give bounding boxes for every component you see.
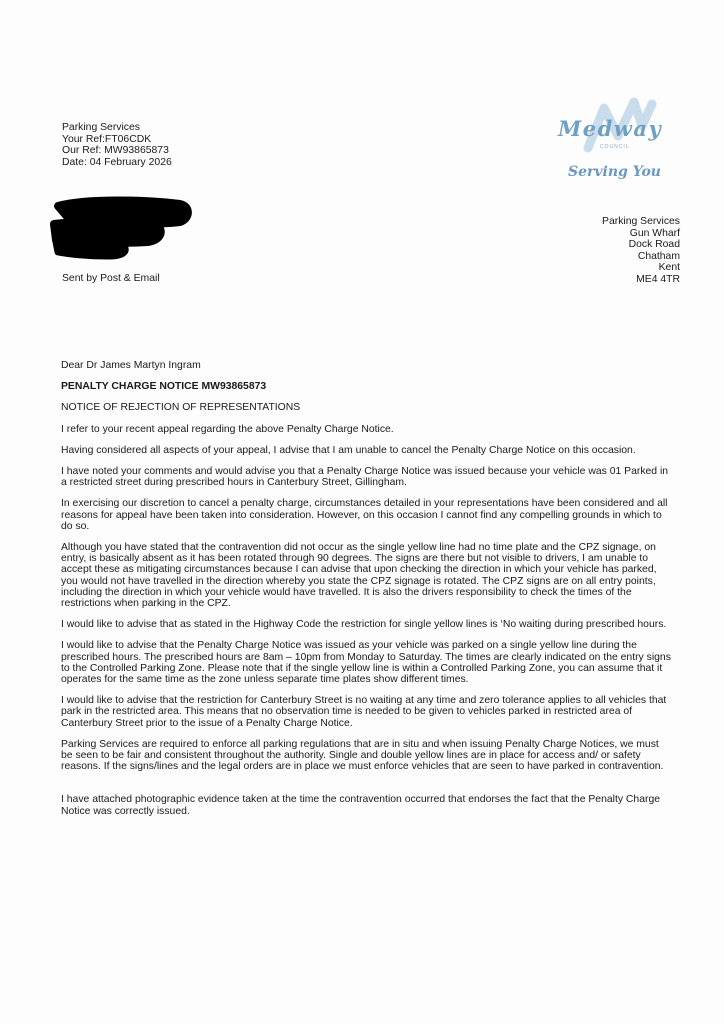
body-paragraph: I would like to advise that as stated in the Highway Code the restriction for single yellow lines is ‘No waiting during prescribed hours. [61,619,667,631]
notice-title: NOTICE OF REJECTION OF REPRESENTATIONS [61,402,301,414]
salutation: Dear Dr James Martyn Ingram [61,360,201,371]
body-paragraph: I refer to your recent appeal regarding the above Penalty Charge Notice. [61,423,394,435]
delivery-method: Sent by Post & Email [62,273,160,284]
our-reference: Our Ref: MW93865873 [62,145,169,157]
logo-name: Medway [558,116,663,141]
address-line: Parking Services [602,216,680,227]
letter-body [61,360,673,827]
redaction-mark [48,196,194,262]
address-line: Dock Road [628,239,680,251]
body-paragraph: In exercising our discretion to cancel a penalty charge, circumstances detailed in your representations have been considered and all reasons for appeal have been taken into consideration. However, on this occasion I cannot find any compelling grounds in which to do so. [61,498,668,532]
body-paragraph: I have noted your comments and would advise you that a Penalty Charge Notice was issued because your vehicle was 01 Parked in a restricted street during prescribed hours in Canterbury Street, Gillingham. [61,466,669,489]
address-line: ME4 4TR [636,273,680,285]
body-paragraph: Having considered all aspects of your appeal, I advise that I am unable to cancel the Penalty Charge Notice on this occasion. [61,444,636,456]
address-line: Chatham [637,250,680,262]
council-address [602,216,680,286]
your-reference: Your Ref:FT06CDK [62,133,152,145]
body-paragraph: I have attached photographic evidence taken at the time the contravention occurred that endorses the fact that the Penalty Charge Notice was correctly issued. [61,794,660,817]
department-name: Parking Services [62,122,140,133]
letter-date: Date: 04 February 2026 [62,156,172,168]
pcn-heading: PENALTY CHARGE NOTICE MW93865873 [61,381,267,393]
address-line: Gun Wharf [629,227,680,239]
body-paragraph: Although you have stated that the contravention did not occur as the single yellow line had no time plate and the CPZ signage, on entry, is basically absent as it has been rotated through 90 degrees. The signs are there but not visible to drivers, I am unable to accept these as mitigating circumstances because I can advise that upon checking the direction in which your vehicle has parked, you would not have travelled in the direction whereby you state the CPZ signage is rotated. The CPZ signs are on all entry points, including the direction in which your vehicle would have travelled. It is also the drivers responsibility to check the times of the restrictions when parking in the CPZ. [61,542,657,610]
reference-block [62,122,172,168]
logo-tagline: Serving You [568,164,661,180]
body-paragraph: Parking Services are required to enforce all parking regulations that are in situ and when issuing Penalty Charge Notices, we must be seen to be fair and consistent throughout the authority. Single and double yellow lines are in place for access and/ or safety reasons. If the signs/lines and the legal orders are in place we must enforce vehicles that are seen to have parked in contravention. [61,738,664,773]
body-paragraph: I would like to advise that the Penalty Charge Notice was issued as your vehicle was parked on a single yellow line during the prescribed hours. The prescribed hours are 8am – 10pm from Monday to Saturday. The times are clearly indicated on the entry signs to the Controlled Parking Zone. Please note that if the single yellow line is within a Controlled Parking Zone, you can assume that it operates for the same time as the zone unless separate time plates show different times. [61,640,671,686]
logo-council: COUNCIL [600,144,630,150]
body-paragraph: I would like to advise that the restriction for Canterbury Street is no waiting at any time and zero tolerance applies to all vehicles that park in the restricted area. This means that no observation time is needed to be given to vehicles parked in restricted area of Canterbury Street prior to the issue of a Penalty Charge Notice. [61,695,667,729]
address-line: Kent [658,262,680,274]
medway-logo [548,96,688,192]
